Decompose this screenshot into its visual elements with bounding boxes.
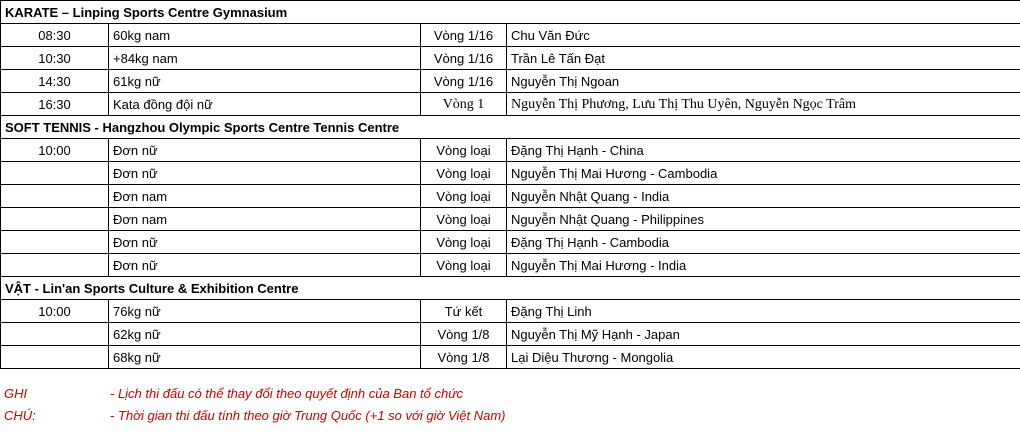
note-line: - Lịch thi đấu có thể thay đổi theo quyết định của Ban tổ chức bbox=[110, 386, 463, 401]
table-row bbox=[1, 254, 1020, 277]
round-cell: Vòng 1/16 bbox=[421, 24, 507, 47]
time-cell bbox=[1, 208, 109, 231]
athlete-cell: Đặng Thị Hạnh - China bbox=[507, 139, 1020, 162]
round-cell: Tứ kết bbox=[421, 300, 507, 323]
event-cell: Kata đồng đội nữ bbox=[109, 93, 421, 116]
event-cell: 76kg nữ bbox=[109, 300, 421, 323]
round-cell: Vòng loại bbox=[421, 139, 507, 162]
athlete-cell: Trần Lê Tấn Đạt bbox=[507, 47, 1020, 70]
time-cell: 10:30 bbox=[1, 47, 109, 70]
round-cell: Vòng loại bbox=[421, 162, 507, 185]
time-cell: 10:00 bbox=[1, 300, 109, 323]
table-row bbox=[1, 47, 1020, 70]
event-cell: Đơn nam bbox=[109, 185, 421, 208]
event-cell: Đơn nữ bbox=[109, 231, 421, 254]
round-cell: Vòng 1/8 bbox=[421, 346, 507, 369]
athlete-cell: Nguyễn Thị Mai Hương - India bbox=[507, 254, 1020, 277]
section-header-row bbox=[1, 277, 1020, 300]
time-cell bbox=[1, 162, 109, 185]
table-row bbox=[1, 231, 1020, 254]
table-row bbox=[1, 323, 1020, 346]
time-cell bbox=[1, 254, 109, 277]
event-cell: Đơn nam bbox=[109, 208, 421, 231]
event-cell: +84kg nam bbox=[109, 47, 421, 70]
section-header-soft-tennis: SOFT TENNIS - Hangzhou Olympic Sports Centre Tennis Centre bbox=[1, 116, 1020, 139]
round-cell: Vòng loại bbox=[421, 231, 507, 254]
athlete-cell: Lại Diệu Thương - Mongolia bbox=[507, 346, 1020, 369]
notes-label: GHI CHÚ: bbox=[4, 386, 36, 423]
table-row bbox=[1, 162, 1020, 185]
athlete-cell: Nguyễn Thị Mỹ Hạnh - Japan bbox=[507, 323, 1020, 346]
note-line: - Thời gian thi đấu tính theo giờ Trung Quốc (+1 so với giờ Việt Nam) bbox=[110, 408, 506, 423]
round-cell: Vòng 1 bbox=[421, 93, 507, 116]
event-cell: 61kg nữ bbox=[109, 70, 421, 93]
time-cell: 08:30 bbox=[1, 24, 109, 47]
athlete-cell: Nguyễn Thị Ngoan bbox=[507, 70, 1020, 93]
time-cell bbox=[1, 185, 109, 208]
table-row bbox=[1, 70, 1020, 93]
table-row bbox=[1, 139, 1020, 162]
time-cell bbox=[1, 231, 109, 254]
athlete-cell: Nguyễn Nhật Quang - Philippines bbox=[507, 208, 1020, 231]
table-row bbox=[1, 300, 1020, 323]
table-row bbox=[1, 208, 1020, 231]
time-cell: 16:30 bbox=[1, 93, 109, 116]
round-cell: Vòng loại bbox=[421, 185, 507, 208]
athlete-cell: Đặng Thị Hạnh - Cambodia bbox=[507, 231, 1020, 254]
table-row bbox=[1, 346, 1020, 369]
section-header-wrestling: VẬT - Lin'an Sports Culture & Exhibition Centre bbox=[1, 277, 1020, 300]
event-cell: Đơn nữ bbox=[109, 162, 421, 185]
round-cell: Vòng loại bbox=[421, 208, 507, 231]
event-cell: Đơn nữ bbox=[109, 254, 421, 277]
section-header-row bbox=[1, 116, 1020, 139]
event-cell: 68kg nữ bbox=[109, 346, 421, 369]
event-cell: Đơn nữ bbox=[109, 139, 421, 162]
time-cell bbox=[1, 346, 109, 369]
round-cell: Vòng loại bbox=[421, 254, 507, 277]
athlete-cell: Đặng Thị Linh bbox=[507, 300, 1020, 323]
time-cell bbox=[1, 323, 109, 346]
athlete-cell: Nguyễn Thị Mai Hương - Cambodia bbox=[507, 162, 1020, 185]
athlete-cell: Chu Văn Đức bbox=[507, 24, 1020, 47]
table-row bbox=[1, 24, 1020, 47]
event-cell: 60kg nam bbox=[109, 24, 421, 47]
round-cell: Vòng 1/16 bbox=[421, 70, 507, 93]
event-cell: 62kg nữ bbox=[109, 323, 421, 346]
athlete-cell: Nguyễn Nhật Quang - India bbox=[507, 185, 1020, 208]
time-cell: 14:30 bbox=[1, 70, 109, 93]
section-header-karate: KARATE – Linping Sports Centre Gymnasium bbox=[1, 1, 1020, 24]
round-cell: Vòng 1/8 bbox=[421, 323, 507, 346]
time-cell: 10:00 bbox=[1, 139, 109, 162]
section-header-row bbox=[1, 1, 1020, 24]
round-cell: Vòng 1/16 bbox=[421, 47, 507, 70]
table-row bbox=[1, 93, 1020, 116]
table-row bbox=[1, 185, 1020, 208]
athlete-cell: Nguyễn Thị Phương, Lưu Thị Thu Uyên, Nguyễn Ngọc Trâm bbox=[507, 93, 1020, 116]
